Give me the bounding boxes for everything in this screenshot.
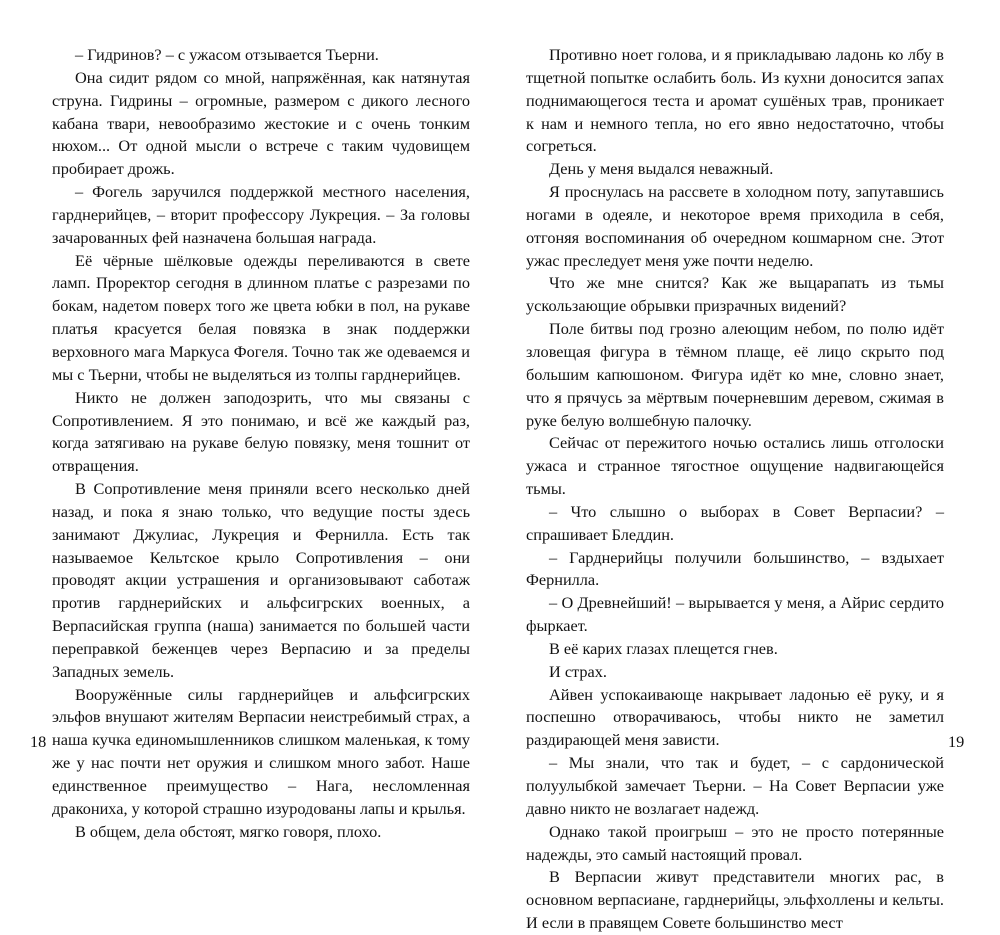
paragraph: – Что слышно о выборах в Совет Верпасии? – спрашивает Бледдин. [526,501,944,544]
page-number: 19 [948,732,965,751]
right-page-text [526,44,944,935]
paragraph: В Верпасии живут представители многих рас, в основном верпасиане, гарднерийцы, эльфхоллены и кельты. И если в правящем Совете большинство мест [526,867,944,933]
paragraph: Никто не должен заподозрить, что мы связаны с Сопротивлением. Я это понимаю, и всё же каждый раз, когда затягиваю на рукаве белую повязку, меня тошнит от отвращения. [52,387,470,476]
paragraph: Айвен успокаивающе накрывает ладонью её руку, и я поспешно отворачиваюсь, чтобы никто не заметил раздирающей меня зависти. [526,684,944,750]
paragraph: И страх. [549,661,607,681]
paragraph: Её чёрные шёлковые одежды переливаются в свете ламп. Проректор сегодня в длинном платье с разрезами по бокам, надетом поверх того же цвета юбки в пол, на рукаве платья красуется белая повязка в знак поддержки верховного мага Маркуса Фогеля. Точно так же одеваемся и мы с Тьерни, чтобы не выделяться из толпы гарднерийцев. [52,250,470,384]
paragraph: Вооружённые силы гарднерийцев и альфсигрских эльфов внушают жителям Верпасии неистребимый страх, а наша кучка единомышленников слишком маленькая, к тому же у нас почти нет оружия и слишком много забот. Наше единственное преимущество – Нага, несломленная дракониха, у которой страшно изуродованы лапы и крылья. [52,684,470,818]
paragraph: Поле битвы под грозно алеющим небом, по полю идёт зловещая фигура в тёмном плаще, её лицо скрыто под большим капюшоном. Фигура идёт ко мне, словно знает, что я прячусь за мёртвым почерневшим деревом, сжимая в руке белую волшебную палочку. [526,319,944,430]
paragraph: В её карих глазах плещется гнев. [549,638,778,658]
paragraph: – Гарднерийцы получили большинство, – вздыхает Фернилла. [526,547,944,590]
paragraph: Однако такой проигрыш – это не просто потерянные надежды, это самый настоящий провал. [526,821,944,864]
paragraph: В общем, дела обстоят, мягко говоря, плохо. [75,821,382,841]
paragraph: – Гидринов? – с ужасом отзывается Тьерни. [75,45,379,64]
left-page [0,0,500,841]
page-number: 18 [30,732,47,751]
paragraph: Я проснулась на рассвете в холодном поту, запутавшись ногами в одеяле, и некоторое время приходила в себя, отгоняя воспоминания об очередном кошмарном сне. Этот ужас преследует меня уже почти неделю. [526,182,944,270]
paragraph: Сейчас от пережитого ночью остались лишь отголоски ужаса и странное тягостное ощущение надвигающейся тьмы. [526,433,944,499]
paragraph: Противно ноет голова, и я прикладываю ладонь ко лбу в тщетной попытке ослабить боль. Из кухни доносится запах поднимающегося теста и аромат сушёных трав, проникает к нам и немного тепла, но его явно недостаточно, чтобы согреться. [526,45,944,156]
paragraph: – О Древнейший! – вырывается у меня, а Айрис сердито фыркает. [526,593,944,636]
left-page-text [52,44,470,844]
paragraph: – Фогель заручился поддержкой местного населения, гарднерийцев, – вторит профессору Лукреция. – За головы зачарованных фей назначена большая награда. [52,182,470,247]
paragraph: Что же мне снится? Как же выцарапать из тьмы ускользающие обрывки призрачных видений? [526,273,944,316]
paragraph: День у меня выдался неважный. [549,159,774,179]
paragraph: – Мы знали, что так и будет, – с сардонической полуулыбкой замечает Тьерни. – На Совет Верпасии уже давно никто не возлагает надежд. [526,753,944,818]
right-page [500,0,1000,933]
paragraph: В Сопротивление меня приняли всего несколько дней назад, и пока я знаю только, что ведущие посты здесь занимают Джулиас, Лукреция и Фернилла. Есть так называемое Кельтское крыло Сопротивления – они проводят акции устрашения и организовывают саботаж против гарднерийских и альфсигрских военных, а Верпасийская группа (наша) занимается по большей части переправкой беженцев через Верпасию и за пределы Западных земель. [52,479,470,681]
paragraph: Она сидит рядом со мной, напряжённая, как натянутая струна. Гидрины – огромные, размером с дикого лесного кабана твари, невообразимо жестокие и с очень тонким нюхом... От одной мысли о встрече с таким чудовищем пробирает дрожь. [52,67,470,179]
